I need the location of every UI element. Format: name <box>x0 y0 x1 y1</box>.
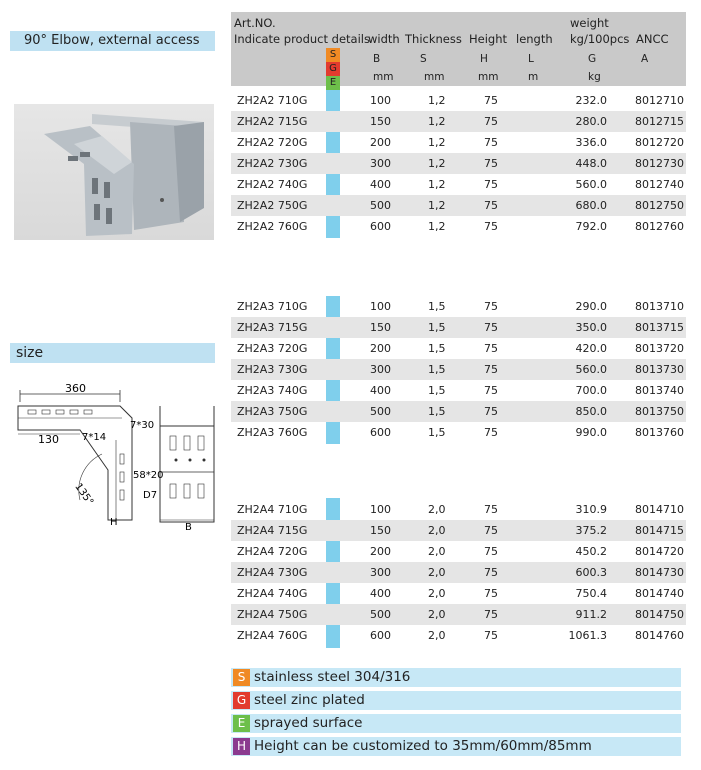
cell-width: 300 <box>370 157 391 170</box>
cell-ancc: 8013760 <box>635 426 684 439</box>
table-row <box>231 132 686 153</box>
cell-ancc: 8012710 <box>635 94 684 107</box>
table-row <box>231 380 686 401</box>
table-row <box>231 520 686 541</box>
unit-s: mm <box>424 71 445 83</box>
cell-height: 75 <box>484 566 498 579</box>
cell-height: 75 <box>484 384 498 397</box>
cell-thickness: 1,2 <box>428 157 446 170</box>
cell-width: 200 <box>370 136 391 149</box>
cell-thickness: 1,2 <box>428 136 446 149</box>
dim-58x20: 58*20 <box>133 470 164 481</box>
legend-text-s: stainless steel 304/316 <box>254 669 411 685</box>
table-row <box>231 296 686 317</box>
cell-weight: 290.0 <box>575 300 607 313</box>
cell-width: 150 <box>370 115 391 128</box>
table-row <box>231 604 686 625</box>
cell-ancc: 8014750 <box>635 608 684 621</box>
cell-art-no: ZH2A3 710G <box>237 300 308 313</box>
cell-art-no: ZH2A2 740G <box>237 178 308 191</box>
legend-badge-e: E <box>233 715 250 732</box>
header-weight: weight <box>570 16 609 30</box>
cell-weight: 990.0 <box>575 426 607 439</box>
table-row <box>231 317 686 338</box>
product-title: 90° Elbow, external access <box>10 31 215 51</box>
cell-thickness: 2,0 <box>428 608 446 621</box>
table-row <box>231 338 686 359</box>
cell-thickness: 1,2 <box>428 220 446 233</box>
cell-ancc: 8012715 <box>635 115 684 128</box>
cell-height: 75 <box>484 115 498 128</box>
unit-b: mm <box>373 71 394 83</box>
cell-weight: 280.0 <box>575 115 607 128</box>
cell-height: 75 <box>484 503 498 516</box>
cell-ancc: 8014720 <box>635 545 684 558</box>
cell-weight: 350.0 <box>575 321 607 334</box>
cell-weight: 700.0 <box>575 384 607 397</box>
cell-width: 100 <box>370 503 391 516</box>
table-row <box>231 153 686 174</box>
cell-thickness: 2,0 <box>428 545 446 558</box>
cell-height: 75 <box>484 608 498 621</box>
legend-badge-s: S <box>233 669 250 686</box>
legend-item-g <box>231 691 681 710</box>
product-photo <box>14 104 214 240</box>
table-row <box>231 583 686 604</box>
cell-ancc: 8014730 <box>635 566 684 579</box>
table-row <box>231 422 686 443</box>
header-length: length <box>516 32 553 46</box>
legend-badge-h: H <box>233 738 250 755</box>
cell-thickness: 1,5 <box>428 384 446 397</box>
cell-ancc: 8012730 <box>635 157 684 170</box>
table-row <box>231 359 686 380</box>
cell-ancc: 8013730 <box>635 363 684 376</box>
dim-h-left: H <box>110 517 118 528</box>
cell-height: 75 <box>484 629 498 642</box>
cell-thickness: 2,0 <box>428 629 446 642</box>
cell-thickness: 1,5 <box>428 321 446 334</box>
cell-height: 75 <box>484 300 498 313</box>
sym-s: S <box>420 53 427 65</box>
cell-height: 75 <box>484 405 498 418</box>
cell-art-no: ZH2A4 710G <box>237 503 308 516</box>
unit-l: m <box>528 71 539 83</box>
cell-thickness: 1,5 <box>428 405 446 418</box>
cell-art-no: ZH2A2 715G <box>237 115 308 128</box>
cell-art-no: ZH2A3 720G <box>237 342 308 355</box>
cell-width: 300 <box>370 566 391 579</box>
table-row <box>231 90 686 111</box>
cell-art-no: ZH2A4 720G <box>237 545 308 558</box>
cell-art-no: ZH2A3 750G <box>237 405 308 418</box>
cell-weight: 450.2 <box>575 545 607 558</box>
cell-height: 75 <box>484 178 498 191</box>
cell-thickness: 1,5 <box>428 342 446 355</box>
cell-height: 75 <box>484 426 498 439</box>
cell-weight: 560.0 <box>575 178 607 191</box>
sym-l: L <box>528 53 534 65</box>
cell-art-no: ZH2A4 730G <box>237 566 308 579</box>
dimension-drawing <box>10 380 220 530</box>
cell-height: 75 <box>484 220 498 233</box>
cell-art-no: ZH2A3 740G <box>237 384 308 397</box>
cell-ancc: 8013750 <box>635 405 684 418</box>
cell-art-no: ZH2A2 730G <box>237 157 308 170</box>
unit-h: mm <box>478 71 499 83</box>
badge-g: G <box>326 62 340 76</box>
cell-height: 75 <box>484 199 498 212</box>
dim-7x30: 7*30 <box>130 420 155 431</box>
cell-ancc: 8012720 <box>635 136 684 149</box>
size-label: size <box>10 343 215 363</box>
cell-weight: 560.0 <box>575 363 607 376</box>
cell-weight: 750.4 <box>575 587 607 600</box>
cell-height: 75 <box>484 342 498 355</box>
dim-130: 130 <box>38 433 59 446</box>
cell-art-no: ZH2A2 710G <box>237 94 308 107</box>
header-thickness: Thickness <box>405 32 462 46</box>
header-width: width <box>368 32 400 46</box>
sym-g: G <box>588 53 597 65</box>
cell-art-no: ZH2A4 750G <box>237 608 308 621</box>
cell-art-no: ZH2A2 720G <box>237 136 308 149</box>
table-row <box>231 216 686 237</box>
cell-art-no: ZH2A3 715G <box>237 321 308 334</box>
table-row <box>231 195 686 216</box>
cell-thickness: 2,0 <box>428 503 446 516</box>
cell-height: 75 <box>484 321 498 334</box>
legend-item-h <box>231 737 681 756</box>
cell-weight: 680.0 <box>575 199 607 212</box>
cell-weight: 792.0 <box>575 220 607 233</box>
cell-ancc: 8013710 <box>635 300 684 313</box>
cell-ancc: 8014715 <box>635 524 684 537</box>
legend-text-e: sprayed surface <box>254 715 363 731</box>
legend-item-s <box>231 668 681 687</box>
cell-width: 200 <box>370 342 391 355</box>
cell-weight: 232.0 <box>575 94 607 107</box>
header-ancc: ANCC <box>636 32 669 46</box>
cell-art-no: ZH2A4 715G <box>237 524 308 537</box>
cell-weight: 420.0 <box>575 342 607 355</box>
table-row <box>231 401 686 422</box>
legend-text-h: Height can be customized to 35mm/60mm/85mm <box>254 738 592 754</box>
cell-width: 400 <box>370 587 391 600</box>
cell-width: 300 <box>370 363 391 376</box>
cell-width: 400 <box>370 178 391 191</box>
cell-thickness: 1,2 <box>428 115 446 128</box>
cell-weight: 600.3 <box>575 566 607 579</box>
table-row <box>231 111 686 132</box>
cell-height: 75 <box>484 587 498 600</box>
cell-height: 75 <box>484 545 498 558</box>
cell-weight: 850.0 <box>575 405 607 418</box>
cell-width: 600 <box>370 629 391 642</box>
cell-width: 500 <box>370 608 391 621</box>
cell-thickness: 2,0 <box>428 524 446 537</box>
badge-s: S <box>326 48 340 62</box>
legend-item-e <box>231 714 681 733</box>
unit-g: kg <box>588 71 601 83</box>
cell-weight: 336.0 <box>575 136 607 149</box>
table-row <box>231 541 686 562</box>
cell-thickness: 2,0 <box>428 587 446 600</box>
cell-weight: 375.2 <box>575 524 607 537</box>
legend-badge-g: G <box>233 692 250 709</box>
cell-width: 150 <box>370 321 391 334</box>
cell-ancc: 8013740 <box>635 384 684 397</box>
cell-weight: 448.0 <box>575 157 607 170</box>
header-indicate: Indicate product details <box>234 32 370 46</box>
cell-ancc: 8013720 <box>635 342 684 355</box>
header-art-no: Art.NO. <box>234 16 276 30</box>
dim-360: 360 <box>65 382 86 395</box>
cell-height: 75 <box>484 524 498 537</box>
cell-ancc: 8013715 <box>635 321 684 334</box>
cell-height: 75 <box>484 94 498 107</box>
dim-135: 135° <box>72 481 96 508</box>
cell-art-no: ZH2A3 760G <box>237 426 308 439</box>
cell-height: 75 <box>484 136 498 149</box>
cell-ancc: 8012760 <box>635 220 684 233</box>
table-row <box>231 174 686 195</box>
cell-ancc: 8014760 <box>635 629 684 642</box>
cell-ancc: 8014740 <box>635 587 684 600</box>
sym-b: B <box>373 53 381 65</box>
badge-e: E <box>326 76 340 90</box>
cell-ancc: 8012740 <box>635 178 684 191</box>
dim-7x14: 7*14 <box>82 432 107 443</box>
cell-height: 75 <box>484 157 498 170</box>
table-row <box>231 562 686 583</box>
header-height: Height <box>469 32 508 46</box>
cell-width: 400 <box>370 384 391 397</box>
cell-thickness: 1,5 <box>428 426 446 439</box>
cell-width: 150 <box>370 524 391 537</box>
cell-width: 100 <box>370 94 391 107</box>
cell-thickness: 1,2 <box>428 94 446 107</box>
cell-weight: 310.9 <box>575 503 607 516</box>
cell-thickness: 1,2 <box>428 178 446 191</box>
cell-width: 500 <box>370 199 391 212</box>
table-row <box>231 625 686 646</box>
sym-h: H <box>480 53 488 65</box>
sym-a: A <box>641 53 649 65</box>
dim-d7: D7 <box>143 490 158 501</box>
table-row <box>231 499 686 520</box>
header-weight-unit: kg/100pcs <box>570 32 630 46</box>
cell-width: 200 <box>370 545 391 558</box>
cell-width: 500 <box>370 405 391 418</box>
cell-thickness: 1,5 <box>428 300 446 313</box>
cell-thickness: 2,0 <box>428 566 446 579</box>
cell-weight: 911.2 <box>575 608 607 621</box>
cell-width: 600 <box>370 220 391 233</box>
cell-width: 600 <box>370 426 391 439</box>
cell-height: 75 <box>484 363 498 376</box>
legend-text-g: steel zinc plated <box>254 692 365 708</box>
cell-art-no: ZH2A2 760G <box>237 220 308 233</box>
cell-art-no: ZH2A3 730G <box>237 363 308 376</box>
cell-art-no: ZH2A4 760G <box>237 629 308 642</box>
cell-art-no: ZH2A2 750G <box>237 199 308 212</box>
cell-weight: 1061.3 <box>568 629 607 642</box>
cell-art-no: ZH2A4 740G <box>237 587 308 600</box>
cell-thickness: 1,5 <box>428 363 446 376</box>
dim-b: B <box>185 522 192 530</box>
cell-ancc: 8014710 <box>635 503 684 516</box>
cell-ancc: 8012750 <box>635 199 684 212</box>
elbow-photo-graphic <box>14 104 214 240</box>
cell-thickness: 1,2 <box>428 199 446 212</box>
cell-width: 100 <box>370 300 391 313</box>
